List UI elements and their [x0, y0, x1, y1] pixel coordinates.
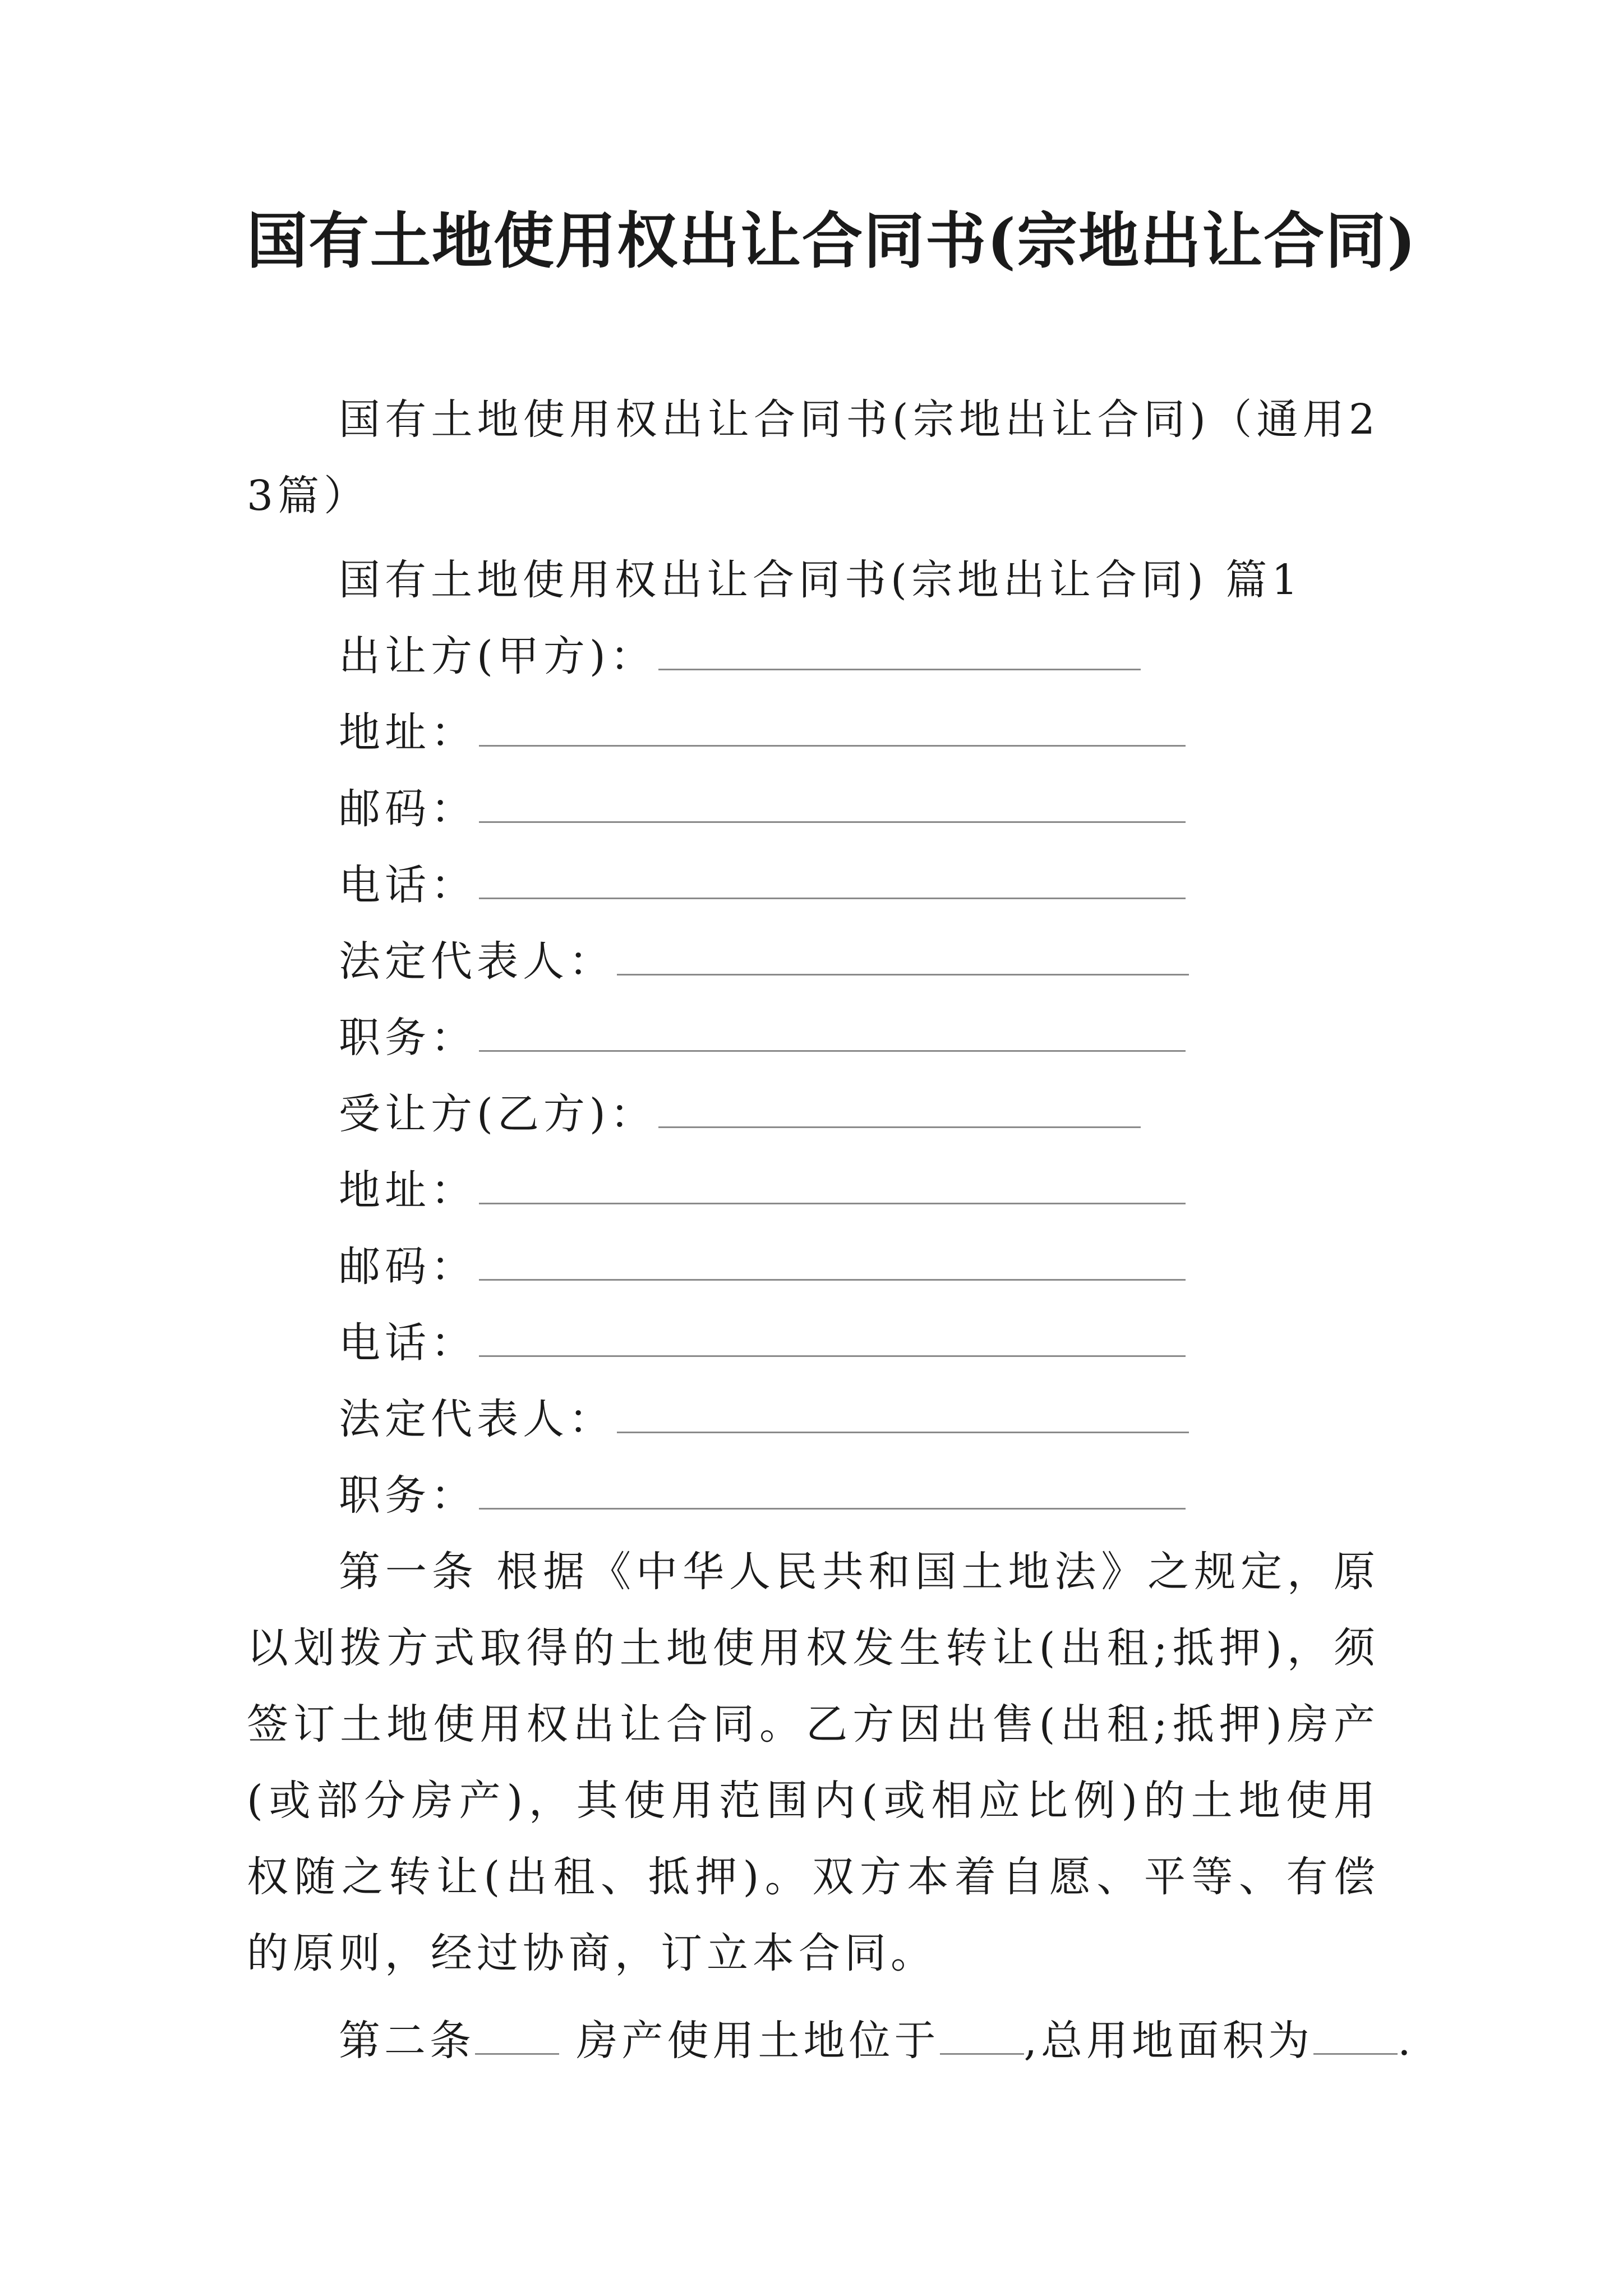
party-b-legal-rep-blank: [617, 1415, 1189, 1433]
party-a-row: [247, 618, 1380, 694]
section-heading: [247, 542, 1380, 618]
party-a-legal-rep-row: [247, 923, 1380, 1000]
party-a-postcode-blank: [479, 804, 1186, 823]
party-a-position-row: [247, 1000, 1380, 1076]
party-b-address-row: [247, 1152, 1380, 1228]
article-2-part3: ,总用地面积为: [1023, 2017, 1314, 2065]
party-a-postcode-label: 邮码：: [339, 785, 477, 833]
party-b-phone-row: [247, 1305, 1380, 1381]
section-heading-text: 国有土地使用权出让合同书(宗地出让合同) 篇1: [339, 556, 1303, 604]
party-a-address-blank: [479, 728, 1186, 747]
article-2-blank-1: [475, 2036, 559, 2055]
party-a-label: 出让方(甲方)：: [339, 632, 656, 680]
intro-paragraph: 国有土地使用权出让合同书(宗地出让合同)（通用23篇）: [247, 395, 1380, 520]
party-a-position-label: 职务：: [339, 1014, 477, 1062]
article-1-text: 第一条 根据《中华人民共和国土地法》之规定，原以划拨方式取得的土地使用权发生转让(出租;抵押)，须签订土地使用权出让合同。乙方因出售(出租;抵押)房产(或部分房产)，其使用范围内(或相应比例)的土地使用权随之转让(出租、抵押)。双方本着自愿、平等、有偿的原则，经过协商，订立本合同。: [247, 1548, 1380, 1977]
party-a-address-row: [247, 694, 1380, 771]
article-1: [247, 1534, 1380, 1991]
party-b-postcode-label: 邮码：: [339, 1243, 477, 1291]
party-a-address-label: 地址：: [339, 708, 477, 757]
party-b-blank: [658, 1110, 1141, 1128]
party-b-position-row: [247, 1457, 1380, 1534]
article-2-part2: 房产使用土地位于: [559, 2017, 940, 2065]
party-a-phone-label: 电话：: [339, 861, 477, 909]
party-b-phone-label: 电话：: [339, 1319, 477, 1367]
party-b-address-label: 地址：: [339, 1166, 477, 1214]
party-b-position-blank: [479, 1491, 1186, 1510]
document-body: [247, 381, 1415, 2079]
party-a-postcode-row: [247, 771, 1380, 847]
party-b-legal-rep-row: [247, 1381, 1380, 1457]
article-2-text: [247, 2003, 1415, 2079]
party-b-phone-blank: [479, 1338, 1186, 1357]
party-a-position-blank: [479, 1033, 1186, 1052]
party-b-legal-rep-label: 法定代表人：: [339, 1395, 615, 1443]
party-a-legal-rep-label: 法定代表人：: [339, 937, 615, 986]
party-b-address-blank: [479, 1186, 1186, 1204]
party-a-blank: [658, 652, 1141, 670]
party-b-postcode-blank: [479, 1262, 1186, 1281]
article-2: [247, 2003, 1415, 2079]
article-2-part4: .: [1398, 2017, 1415, 2065]
article-2-blank-2: [940, 2036, 1024, 2055]
party-a-phone-blank: [479, 881, 1186, 899]
party-b-postcode-row: [247, 1228, 1380, 1305]
party-b-label: 受让方(乙方)：: [339, 1090, 656, 1138]
party-a-legal-rep-blank: [617, 957, 1189, 976]
party-b-position-label: 职务：: [339, 1471, 477, 1520]
party-a-phone-row: [247, 847, 1380, 923]
party-b-row: [247, 1076, 1380, 1152]
article-2-blank-3: [1313, 2036, 1398, 2055]
article-2-part1: 第二条: [339, 2017, 475, 2065]
document-title: 国有土地使用权出让合同书(宗地出让合同): [247, 206, 1417, 277]
